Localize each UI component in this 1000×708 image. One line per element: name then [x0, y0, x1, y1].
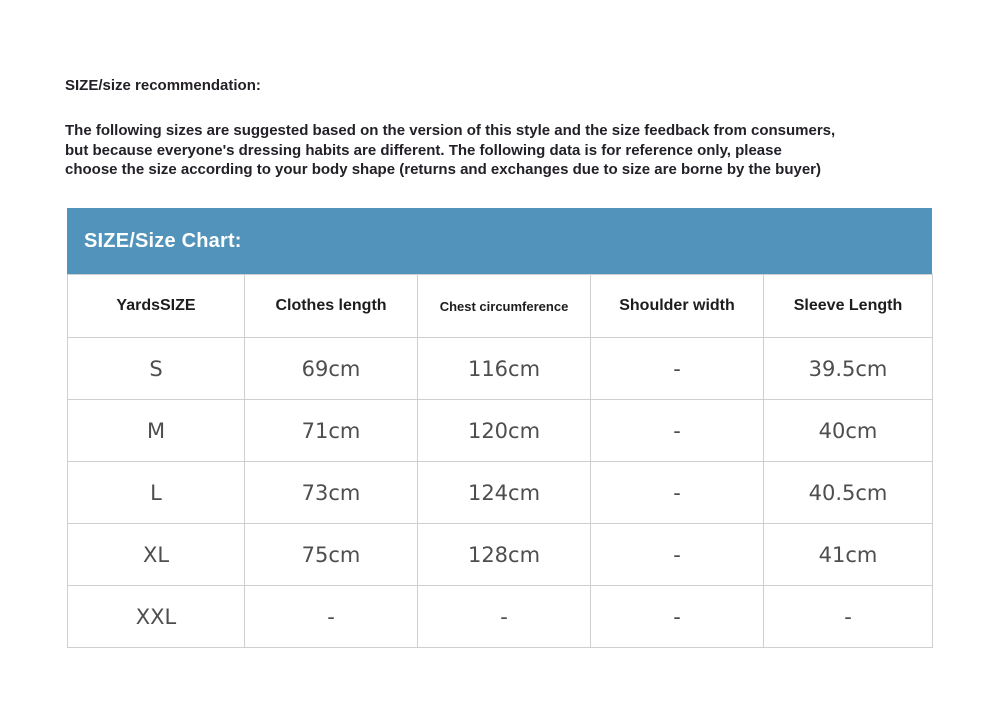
cell-size: M [68, 400, 245, 462]
table-row [68, 524, 933, 586]
size-chart-title-bar [67, 208, 932, 274]
intro-line: but because everyone's dressing habits are different. The following data is for reference only, please [65, 141, 782, 159]
column-header-shoulder-width: Shoulder width [591, 275, 764, 338]
intro-line: choose the size according to your body shape (returns and exchanges due to size are borne by the buyer) [65, 161, 822, 178]
table-header-row [68, 275, 933, 338]
cell-shoulder: - [591, 586, 764, 648]
cell-sleeve: 40cm [764, 400, 933, 462]
cell-sleeve: 40.5cm [764, 462, 933, 524]
table-row [68, 400, 933, 462]
column-header-yards-size: YardsSIZE [68, 275, 245, 338]
cell-clothes-length: - [245, 586, 418, 648]
column-header-chest-circumference: Chest circumference [418, 275, 591, 338]
cell-shoulder: - [591, 400, 764, 462]
size-recommendation-heading: SIZE/size recommendation: [65, 77, 261, 94]
table-row [68, 462, 933, 524]
cell-chest: 124cm [418, 462, 591, 524]
size-chart-title: SIZE/Size Chart: [84, 229, 242, 252]
cell-clothes-length: 71cm [245, 400, 418, 462]
cell-chest: 116cm [418, 338, 591, 400]
column-header-sleeve-length: Sleeve Length [764, 275, 933, 338]
cell-sleeve: 39.5cm [764, 338, 933, 400]
column-header-clothes-length: Clothes length [245, 275, 418, 338]
table-row [68, 586, 933, 648]
cell-sleeve: 41cm [764, 524, 933, 586]
size-recommendation-paragraph [65, 121, 945, 180]
cell-chest: 120cm [418, 400, 591, 462]
cell-chest: - [418, 586, 591, 648]
cell-size: XXL [68, 586, 245, 648]
cell-size: XL [68, 524, 245, 586]
cell-sleeve: - [764, 586, 933, 648]
cell-shoulder: - [591, 338, 764, 400]
size-chart-table [67, 274, 933, 648]
cell-clothes-length: 75cm [245, 524, 418, 586]
cell-shoulder: - [591, 524, 764, 586]
cell-chest: 128cm [418, 524, 591, 586]
cell-clothes-length: 69cm [245, 338, 418, 400]
cell-shoulder: - [591, 462, 764, 524]
cell-clothes-length: 73cm [245, 462, 418, 524]
cell-size: S [68, 338, 245, 400]
cell-size: L [68, 462, 245, 524]
intro-line: The following sizes are suggested based on the version of this style and the size feedback from consumers, [65, 122, 836, 139]
table-row [68, 338, 933, 400]
